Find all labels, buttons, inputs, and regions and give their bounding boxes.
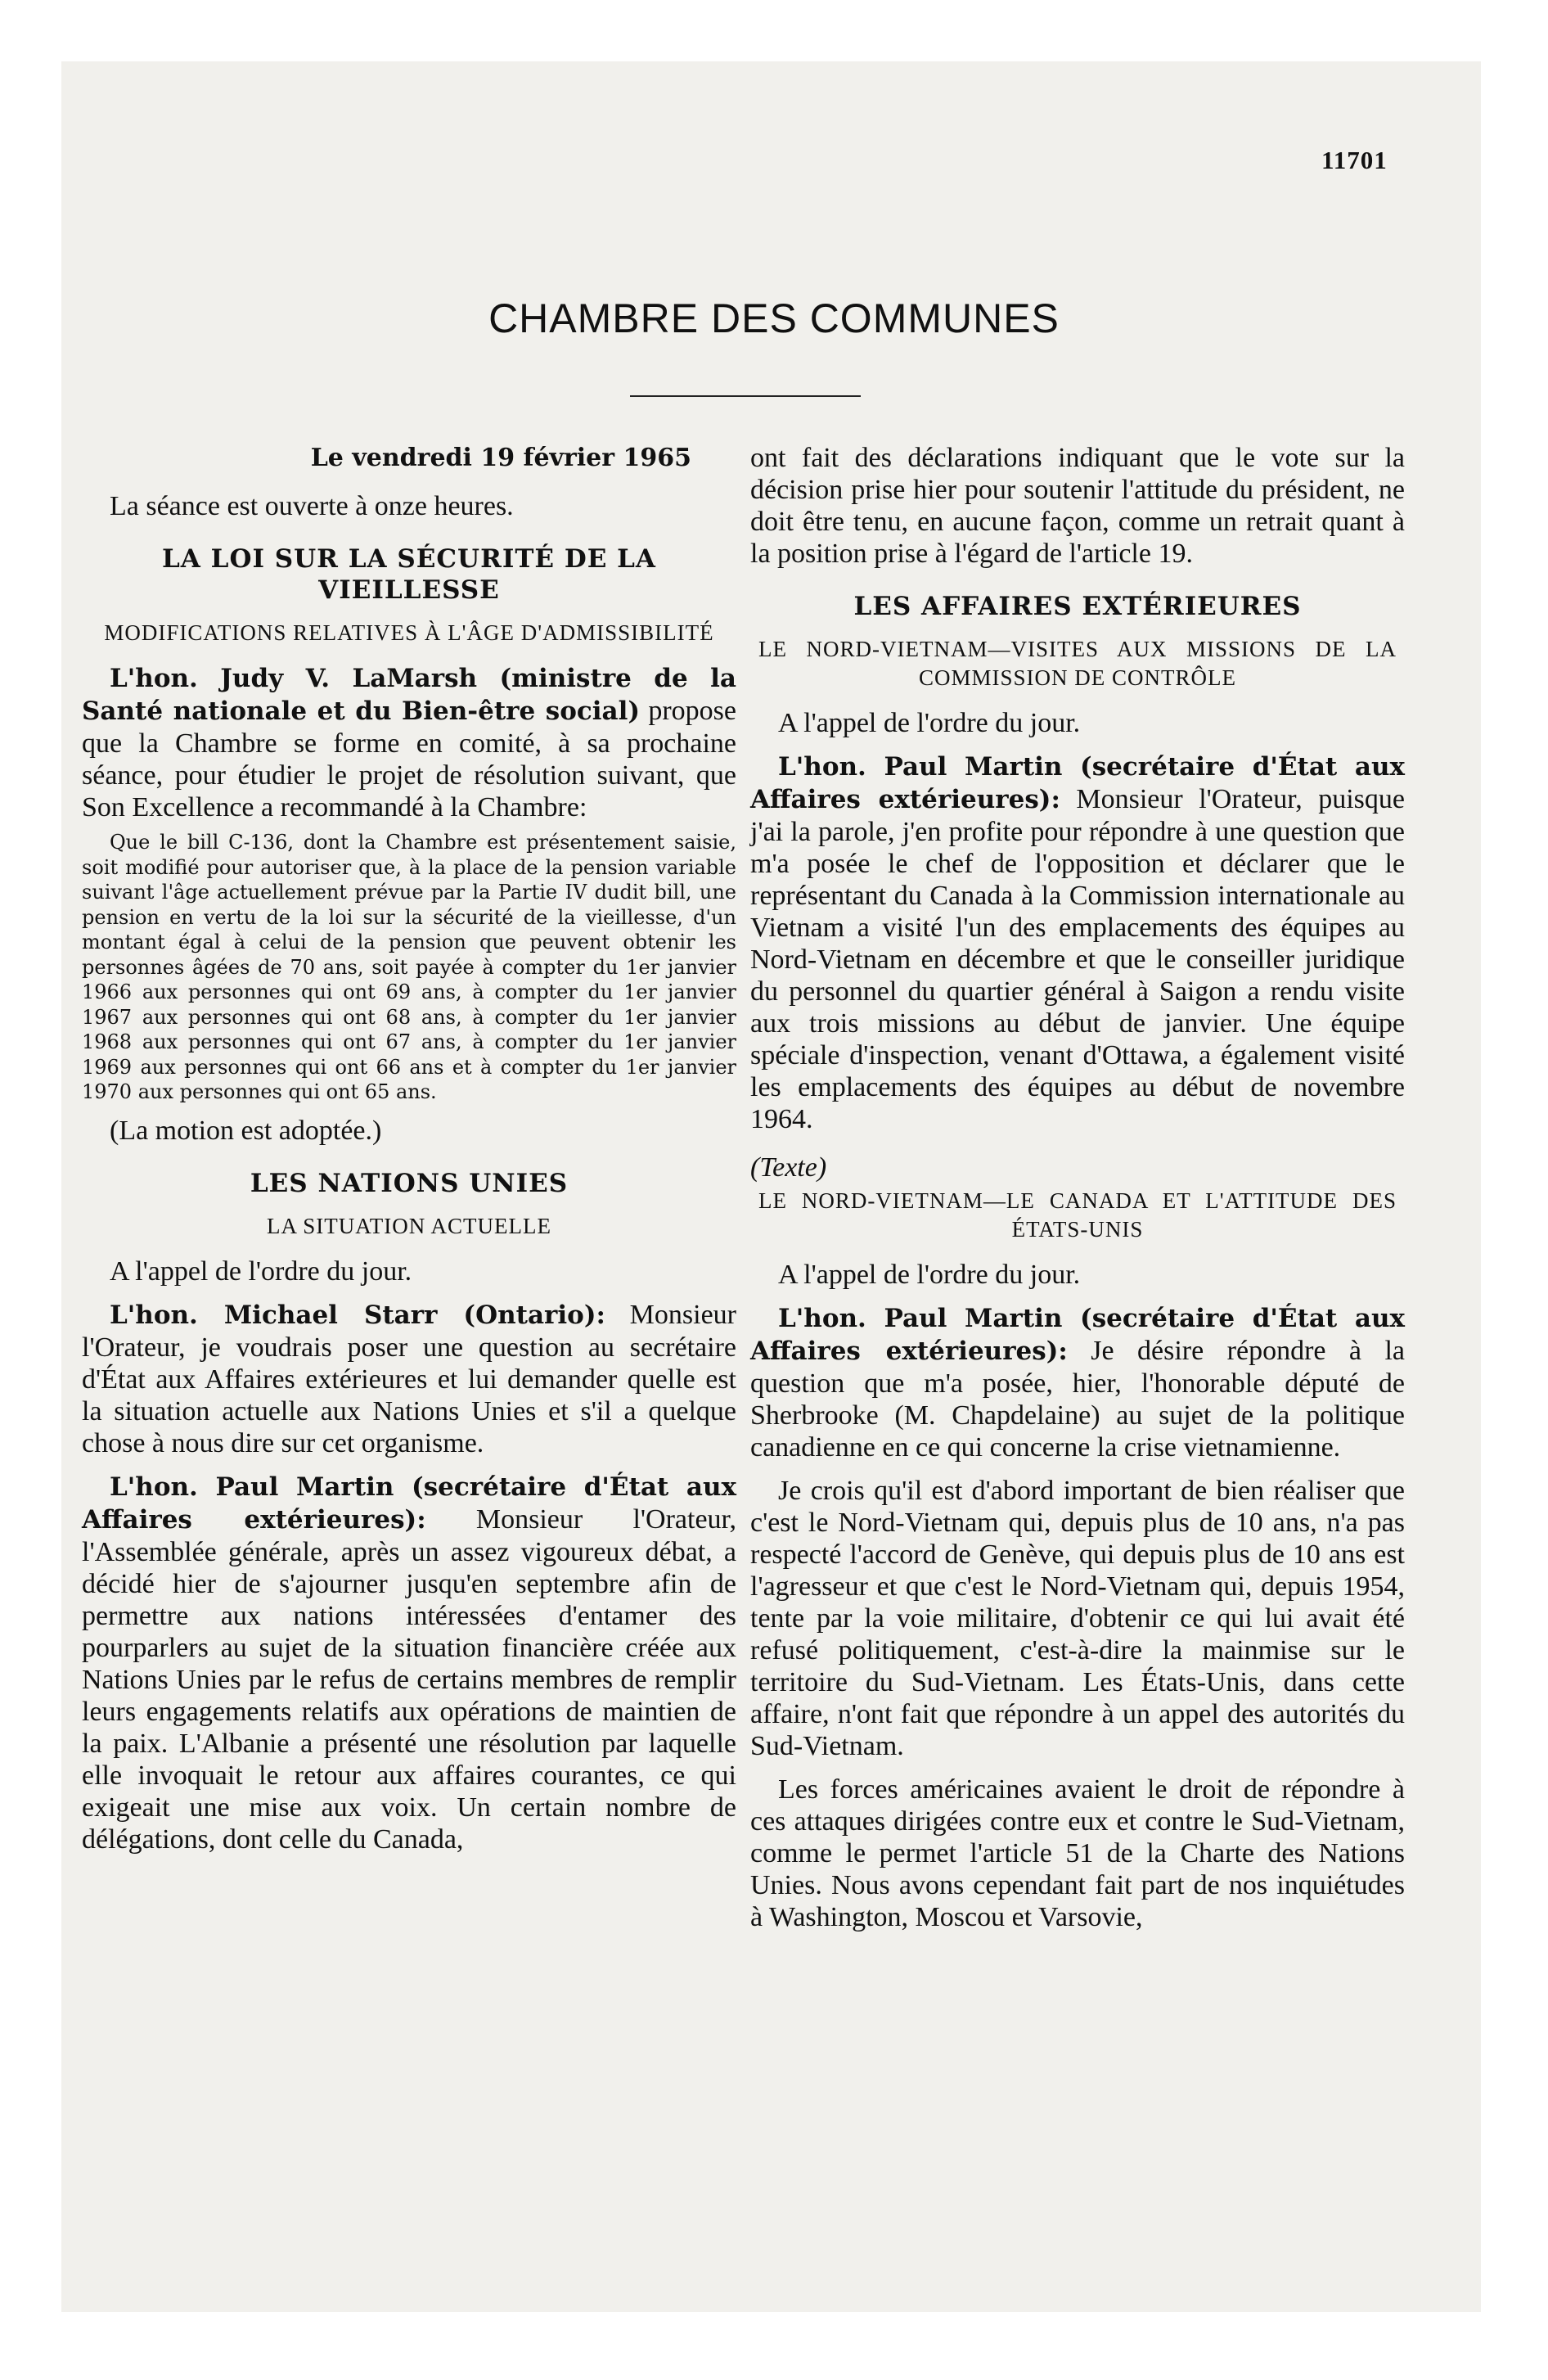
continuation-paragraph: ont fait des déclarations indiquant que le vote sur la décision prise hier pour soutenir l'attitude du président, ne doit être tenu, en aucune façon, comme un retrait quant à la position prise à l'égard de l'article 19.: [750, 443, 1405, 569]
page-number: 11701: [1321, 146, 1388, 174]
subheading-control-commission: LE NORD-VIETNAM—VISITES AUX MISSIONS DE LA COMMISSION DE CONTRÔLE: [758, 637, 1397, 690]
speaker-lamarsh: L'hon. Judy V. LaMarsh (ministre de la Santé nationale et du Bien-être social): [82, 664, 736, 726]
page-title: CHAMBRE DES COMMUNES: [488, 295, 1060, 341]
motion-adopted: (La motion est adoptée.): [110, 1115, 382, 1146]
paragraph-martin-un-text: Monsieur l'Orateur, l'Assemblée générale, après un assez vigoureux débat, a décidé hier de s'ajourner jusqu'en septembre afin de permettre aux nations intéressées d'entamer des pourparlers au sujet de la situation financière créée aux Nations Unies par le refus de certains membres de remplir leurs engagements relatifs aux opérations de maintien de la paix. L'Albanie a présenté une résolution par laquelle elle invoquait le retour aux affaires courantes, ce qui exigeait une mise aux voix. Un certain nombre de délégations, dont celle du Canada,: [82, 1503, 737, 1855]
speaker-martin: L'hon. Paul Martin (secrétaire d'État aux Affaires extérieures):: [82, 1472, 736, 1535]
paragraph-american-forces: Les forces américaines avaient le droit de répondre à ces attaques dirigées contre eux et contre le Sud-Vietnam, comme le permet l'article 51 de la Charte des Nations Unies. Nous avons cependant fait part de nos inquiétudes à Washington, Moscou et Varsovie,: [750, 1774, 1405, 1932]
sitting-date: Le vendredi 19 février 1965: [310, 444, 691, 472]
paragraph-lamarsh: [82, 662, 736, 823]
order-call: A l'appel de l'ordre du jour.: [778, 1260, 1081, 1290]
paragraph-starr: [82, 1299, 736, 1459]
speaker-martin: L'hon. Paul Martin (secrétaire d'État aux Affaires extérieures):: [750, 1304, 1405, 1366]
paragraph-martin-un: [82, 1471, 736, 1855]
right-column: [750, 442, 1405, 1933]
left-column: [82, 442, 736, 1855]
speaker-starr: L'hon. Michael Starr (Ontario):: [110, 1300, 605, 1330]
paragraph-lamarsh-text: propose que la Chambre se forme en comité, à sa prochaine séance, pour étudier le projet de résolution suivant, que Son Excellence a recommandé à la Chambre:: [82, 696, 736, 823]
title-divider: [630, 395, 861, 397]
speaker-martin: L'hon. Paul Martin (secrétaire d'État aux Affaires extérieures):: [750, 752, 1405, 814]
heading-external-affairs: LES AFFAIRES EXTÉRIEURES: [853, 592, 1302, 621]
order-call: A l'appel de l'ordre du jour.: [778, 708, 1081, 738]
order-call: A l'appel de l'ordre du jour.: [110, 1255, 412, 1287]
paragraph-martin-vietnam-text: Monsieur l'Orateur, puisque j'ai la parole, j'en profite pour répondre à une question que m'a posée le chef de l'opposition et déclarer que le représentant du Canada à la Commission internationale au Vietnam a visité l'un des emplacements des équipes au Nord-Vietnam en décembre et que le conseiller juridique du personnel du quartier général à Saigon a rendu visite aux trois missions au début de janvier. Une équipe spéciale d'inspection, venant d'Ottawa, a également visité les emplacements des équipes au début de novembre 1964.: [750, 784, 1405, 1134]
subheading-canada-us: LE NORD-VIETNAM—LE CANADA ET L'ATTITUDE DES ÉTATS-UNIS: [758, 1188, 1397, 1242]
texte-label: (Texte): [750, 1152, 827, 1183]
paragraph-martin-vietnam: [750, 751, 1405, 1135]
paragraph-martin-answer-text: Je désire répondre à la question que m'a posée, hier, l'honorable député de Sherbrooke (M. Chapdelaine) au sujet de la politique canadienne en ce qui concerne la crise vietnamienne.: [750, 1336, 1405, 1463]
subheading-eligibility: MODIFICATIONS RELATIVES À L'ÂGE D'ADMISSIBILITÉ: [104, 620, 714, 645]
paragraph-starr-text: Monsieur l'Orateur, je voudrais poser une question au secrétaire d'État aux Affaires extérieures et lui demander quelle est la situation actuelle aux Nations Unies et s'il a quelque chose à nous dire sur cet organisme.: [82, 1299, 736, 1458]
opening-line: La séance est ouverte à onze heures.: [110, 491, 514, 521]
paragraph-north-vietnam: Je crois qu'il est d'abord important de bien réaliser que c'est le Nord-Vietnam qui, depuis plus de 10 ans, n'a pas respecté l'accord de Genève, qui depuis plus de 10 ans est l'agresseur et que c'est le Nord-Vietnam qui, depuis 1954, tente par la voie militaire, d'obtenir ce qui lui avait été refusé politiquement, c'est-à-dire la mainmise sur le territoire du Sud-Vietnam. Les États-Unis, dans cette affaire, n'ont fait que répondre à un appel des autorités du Sud-Vietnam.: [750, 1476, 1405, 1761]
subheading-current-situation: LA SITUATION ACTUELLE: [267, 1213, 551, 1238]
heading-old-age-security: LA LOI SUR LA SÉCURITÉ DE LA VIEILLESSE: [162, 544, 656, 605]
heading-united-nations: LES NATIONS UNIES: [250, 1168, 569, 1198]
motion-text: Que le bill C-136, dont la Chambre est présentement saisie, soit modifié pour autoriser que, à la place de la pension variable suivant l'âge actuellement prévue par la Partie IV dudit bill, une pension en vertu de la loi sur la sécurité de la vieillesse, d'un montant égal à celui de la pension que peuvent obtenir les personnes âgées de 70 ans, soit payée à compter du 1er janvier 1966 aux personnes qui ont 69 ans, à compter du 1er janvier 1967 aux personnes qui ont 68 ans, à compter du 1er janvier 1968 aux personnes qui ont 67 ans, à compter du 1er janvier 1969 aux personnes qui ont 66 ans et à compter du 1er janvier 1970 aux personnes qui ont 65 ans.: [82, 831, 736, 1103]
paragraph-martin-answer: [750, 1302, 1405, 1463]
